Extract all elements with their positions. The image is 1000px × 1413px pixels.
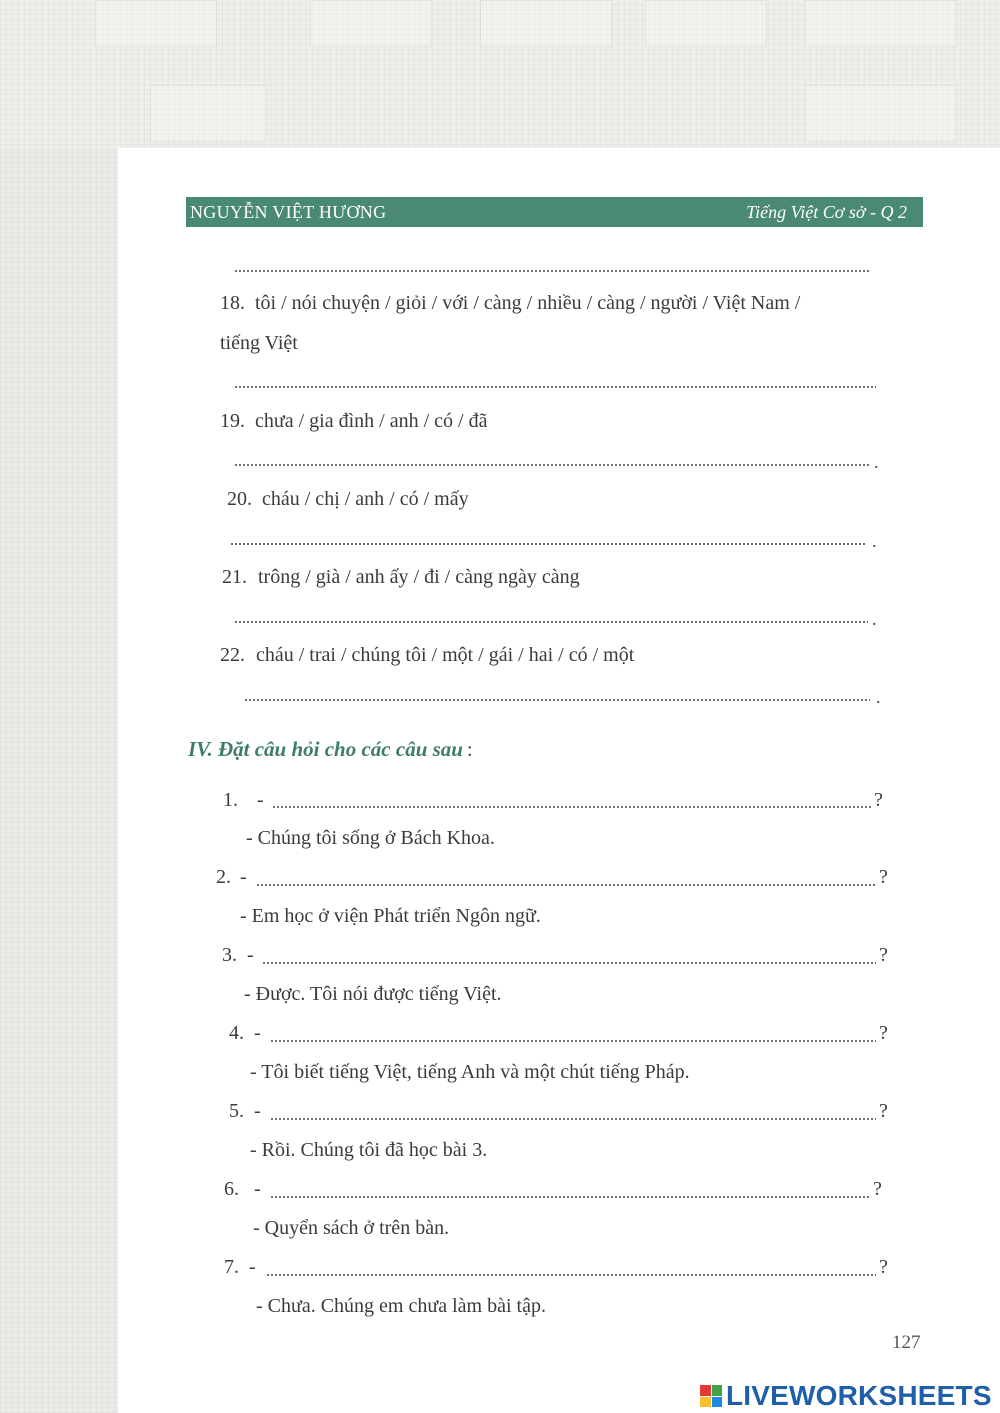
question-dash: -	[240, 866, 247, 888]
question-answer-line[interactable]	[270, 1040, 876, 1042]
page-header	[186, 197, 923, 227]
question-number: 1.	[223, 789, 238, 811]
section-title: IV. Đặt câu hỏi cho các câu sau	[188, 737, 463, 761]
given-answer: - Chưa. Chúng em chưa làm bài tập.	[256, 1295, 546, 1317]
given-answer: - Được. Tôi nói được tiếng Việt.	[244, 983, 502, 1005]
question-dash: -	[254, 1022, 261, 1044]
answer-end-mark: .	[872, 531, 877, 551]
answer-line[interactable]	[234, 621, 868, 623]
question-mark: ?	[874, 789, 883, 811]
question-answer-line[interactable]	[270, 1118, 876, 1120]
question-number: 7.	[224, 1256, 239, 1278]
question-mark: ?	[879, 1022, 888, 1044]
question-answer-line[interactable]	[262, 962, 876, 964]
item-number: 19.	[220, 410, 245, 432]
word-list: trông / già / anh ấy / đi / càng ngày càng	[258, 566, 580, 588]
question-answer-line[interactable]	[256, 884, 876, 886]
liveworksheets-icon	[700, 1385, 722, 1407]
question-number: 5.	[229, 1100, 244, 1122]
question-mark: ?	[879, 866, 888, 888]
answer-line[interactable]	[234, 464, 870, 466]
question-answer-line[interactable]	[272, 806, 872, 808]
question-answer-line[interactable]	[270, 1196, 870, 1198]
question-dash: -	[247, 944, 254, 966]
question-number: 4.	[229, 1022, 244, 1044]
question-answer-line[interactable]	[266, 1274, 876, 1276]
answer-line[interactable]	[234, 386, 876, 388]
section-colon: :	[466, 739, 473, 761]
section-heading	[188, 737, 473, 762]
scan-background-top	[0, 0, 1000, 150]
logo-square	[712, 1385, 723, 1396]
given-answer: - Quyển sách ở trên bàn.	[253, 1217, 450, 1239]
scan-background-left	[0, 150, 118, 1413]
word-list-continued: tiếng Việt	[220, 332, 298, 354]
word-list: cháu / trai / chúng tôi / một / gái / hai / có / một	[256, 644, 635, 666]
question-mark: ?	[873, 1178, 882, 1200]
watermark-text: LIVEWORKSHEETS	[726, 1380, 992, 1411]
liveworksheets-logo	[700, 1382, 992, 1410]
question-number: 3.	[222, 944, 237, 966]
word-list: tôi / nói chuyện / giỏi / với / càng / nhiều / càng / người / Việt Nam /	[255, 292, 801, 314]
author-name: NGUYỄN VIỆT HƯƠNG	[190, 201, 387, 222]
question-number: 2.	[216, 866, 231, 888]
answer-line[interactable]	[234, 270, 870, 272]
logo-square	[712, 1397, 723, 1408]
item-number: 22.	[220, 644, 245, 666]
item-number: 20.	[227, 488, 252, 510]
page-number: 127	[892, 1332, 921, 1353]
word-list: cháu / chị / anh / có / mấy	[262, 488, 469, 510]
question-dash: -	[254, 1178, 261, 1200]
given-answer: - Rồi. Chúng tôi đã học bài 3.	[250, 1139, 488, 1161]
answer-line[interactable]	[230, 543, 866, 545]
book-title: Tiếng Việt Cơ sở - Q 2	[746, 201, 907, 222]
given-answer: - Tôi biết tiếng Việt, tiếng Anh và một chút tiếng Pháp.	[250, 1061, 690, 1083]
question-mark: ?	[879, 1100, 888, 1122]
answer-end-mark: .	[876, 687, 881, 707]
answer-line[interactable]	[244, 699, 870, 701]
question-number: 6.	[224, 1178, 239, 1200]
question-dash: -	[257, 789, 264, 811]
logo-square	[700, 1397, 711, 1408]
question-mark: ?	[879, 1256, 888, 1278]
answer-end-mark: .	[874, 452, 879, 472]
answer-end-mark: .	[872, 609, 877, 629]
question-mark: ?	[879, 944, 888, 966]
item-number: 18.	[220, 292, 245, 314]
given-answer: - Em học ở viện Phát triển Ngôn ngữ.	[240, 905, 541, 927]
logo-square	[700, 1385, 711, 1396]
given-answer: - Chúng tôi sống ở Bách Khoa.	[246, 827, 495, 849]
question-dash: -	[254, 1100, 261, 1122]
item-number: 21.	[222, 566, 247, 588]
question-dash: -	[249, 1256, 256, 1278]
word-list: chưa / gia đình / anh / có / đã	[255, 410, 488, 432]
